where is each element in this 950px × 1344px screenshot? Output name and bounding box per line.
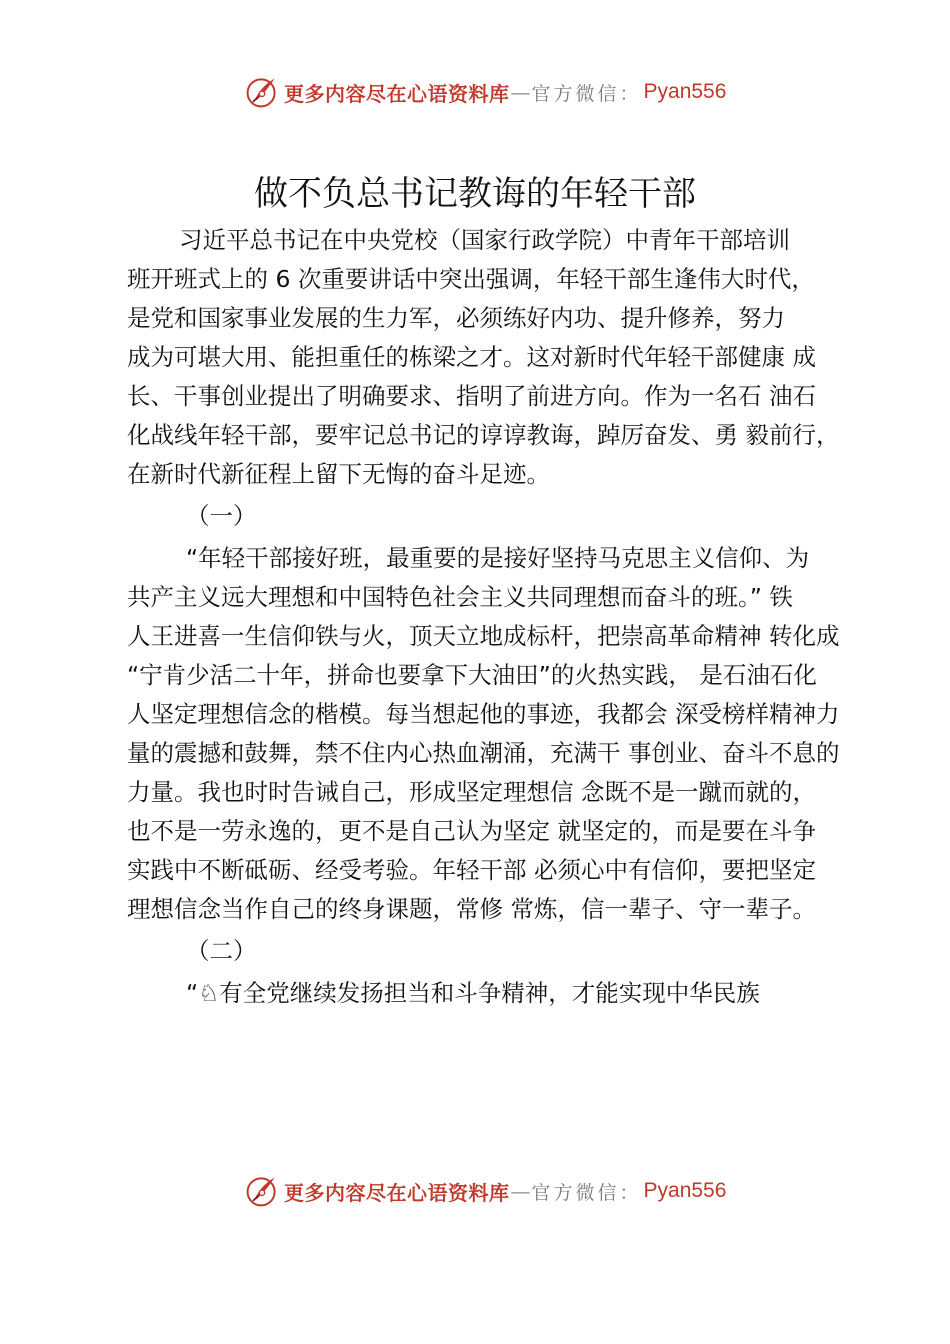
body-line: 是党和国家事业发展的生力军，必须练好内功、提升修养，努力 [127,304,785,332]
body-line: 长、干事创业提出了明确要求、指明了前进方向。作为一名石 油石 [127,382,816,410]
section-heading: （二） [186,937,257,965]
watermark-main-text: 更多内容尽在心语资料库 [284,1180,510,1205]
body-line: “宁肯少活二十年，拼命也要拿下大油田”的火热实践， 是石油石化 [127,661,817,689]
body-line: 化战线年轻干部，要牢记总书记的谆谆教诲，踔厉奋发、勇 毅前行， [127,421,840,449]
watermark-wechat-id: Pyan556 [643,1179,727,1202]
body-line: 量的震撼和鼓舞，禁不住内心热血潮涌，充满干 事创业、奋斗不息的 [127,739,840,767]
body-line: 班开班式上的 6 次重要讲话中突出强调，年轻干部生逢伟大时代， [127,265,815,293]
quill-seal-icon [244,74,280,110]
body-line: 成为可堪大用、能担重任的栋梁之才。这对新时代年轻干部健康 成 [127,343,816,371]
section-heading: （一） [186,502,257,530]
document-title: 做不负总书记教诲的年轻干部 [254,174,696,214]
body-line: 力量。我也时时告诫自己，形成坚定理想信 念既不是一蹴而就的， [127,778,816,806]
body-line: 人坚定理想信念的楷模。每当想起他的事迹，我都会 深受榜样精神力 [127,700,840,728]
watermark-dash: — [510,1179,531,1203]
footer-watermark [244,1171,726,1211]
watermark-wechat-label: 官方微信： [531,82,642,105]
quill-seal-icon [244,1173,280,1209]
watermark-wechat-id: Pyan556 [643,80,727,103]
body-line: 实践中不断砥砺、经受考验。年轻干部 必须心中有信仰，要把坚定 [127,856,816,884]
body-line: 也不是一劳永逸的，更不是自己认为坚定 就坚定的，而是要在斗争 [127,817,816,845]
header-watermark [244,72,726,112]
body-line: 人王进喜一生信仰铁与火，顶天立地成标杆，把崇高革命精神 转化成 [127,622,840,650]
body-line: 习近平总书记在中央党校（国家行政学院）中青年干部培训 [179,226,790,254]
watermark-dash: — [510,80,531,104]
watermark-main-text: 更多内容尽在心语资料库 [284,81,510,106]
body-line: “年轻干部接好班，最重要的是接好坚持马克思主义信仰、为 [186,544,810,572]
body-line: “♘有全党继续发扬担当和斗争精神，才能实现中华民族 [186,979,760,1007]
body-line: 理想信念当作自己的终身课题，常修 常炼，信一辈子、守一辈子。 [127,895,816,923]
body-line: 共产主义远大理想和中国特色社会主义共同理想而奋斗的班。” 铁 [127,583,793,611]
watermark-wechat-label: 官方微信： [531,1181,642,1204]
body-line: 在新时代新征程上留下无悔的奋斗足迹。 [127,460,550,488]
